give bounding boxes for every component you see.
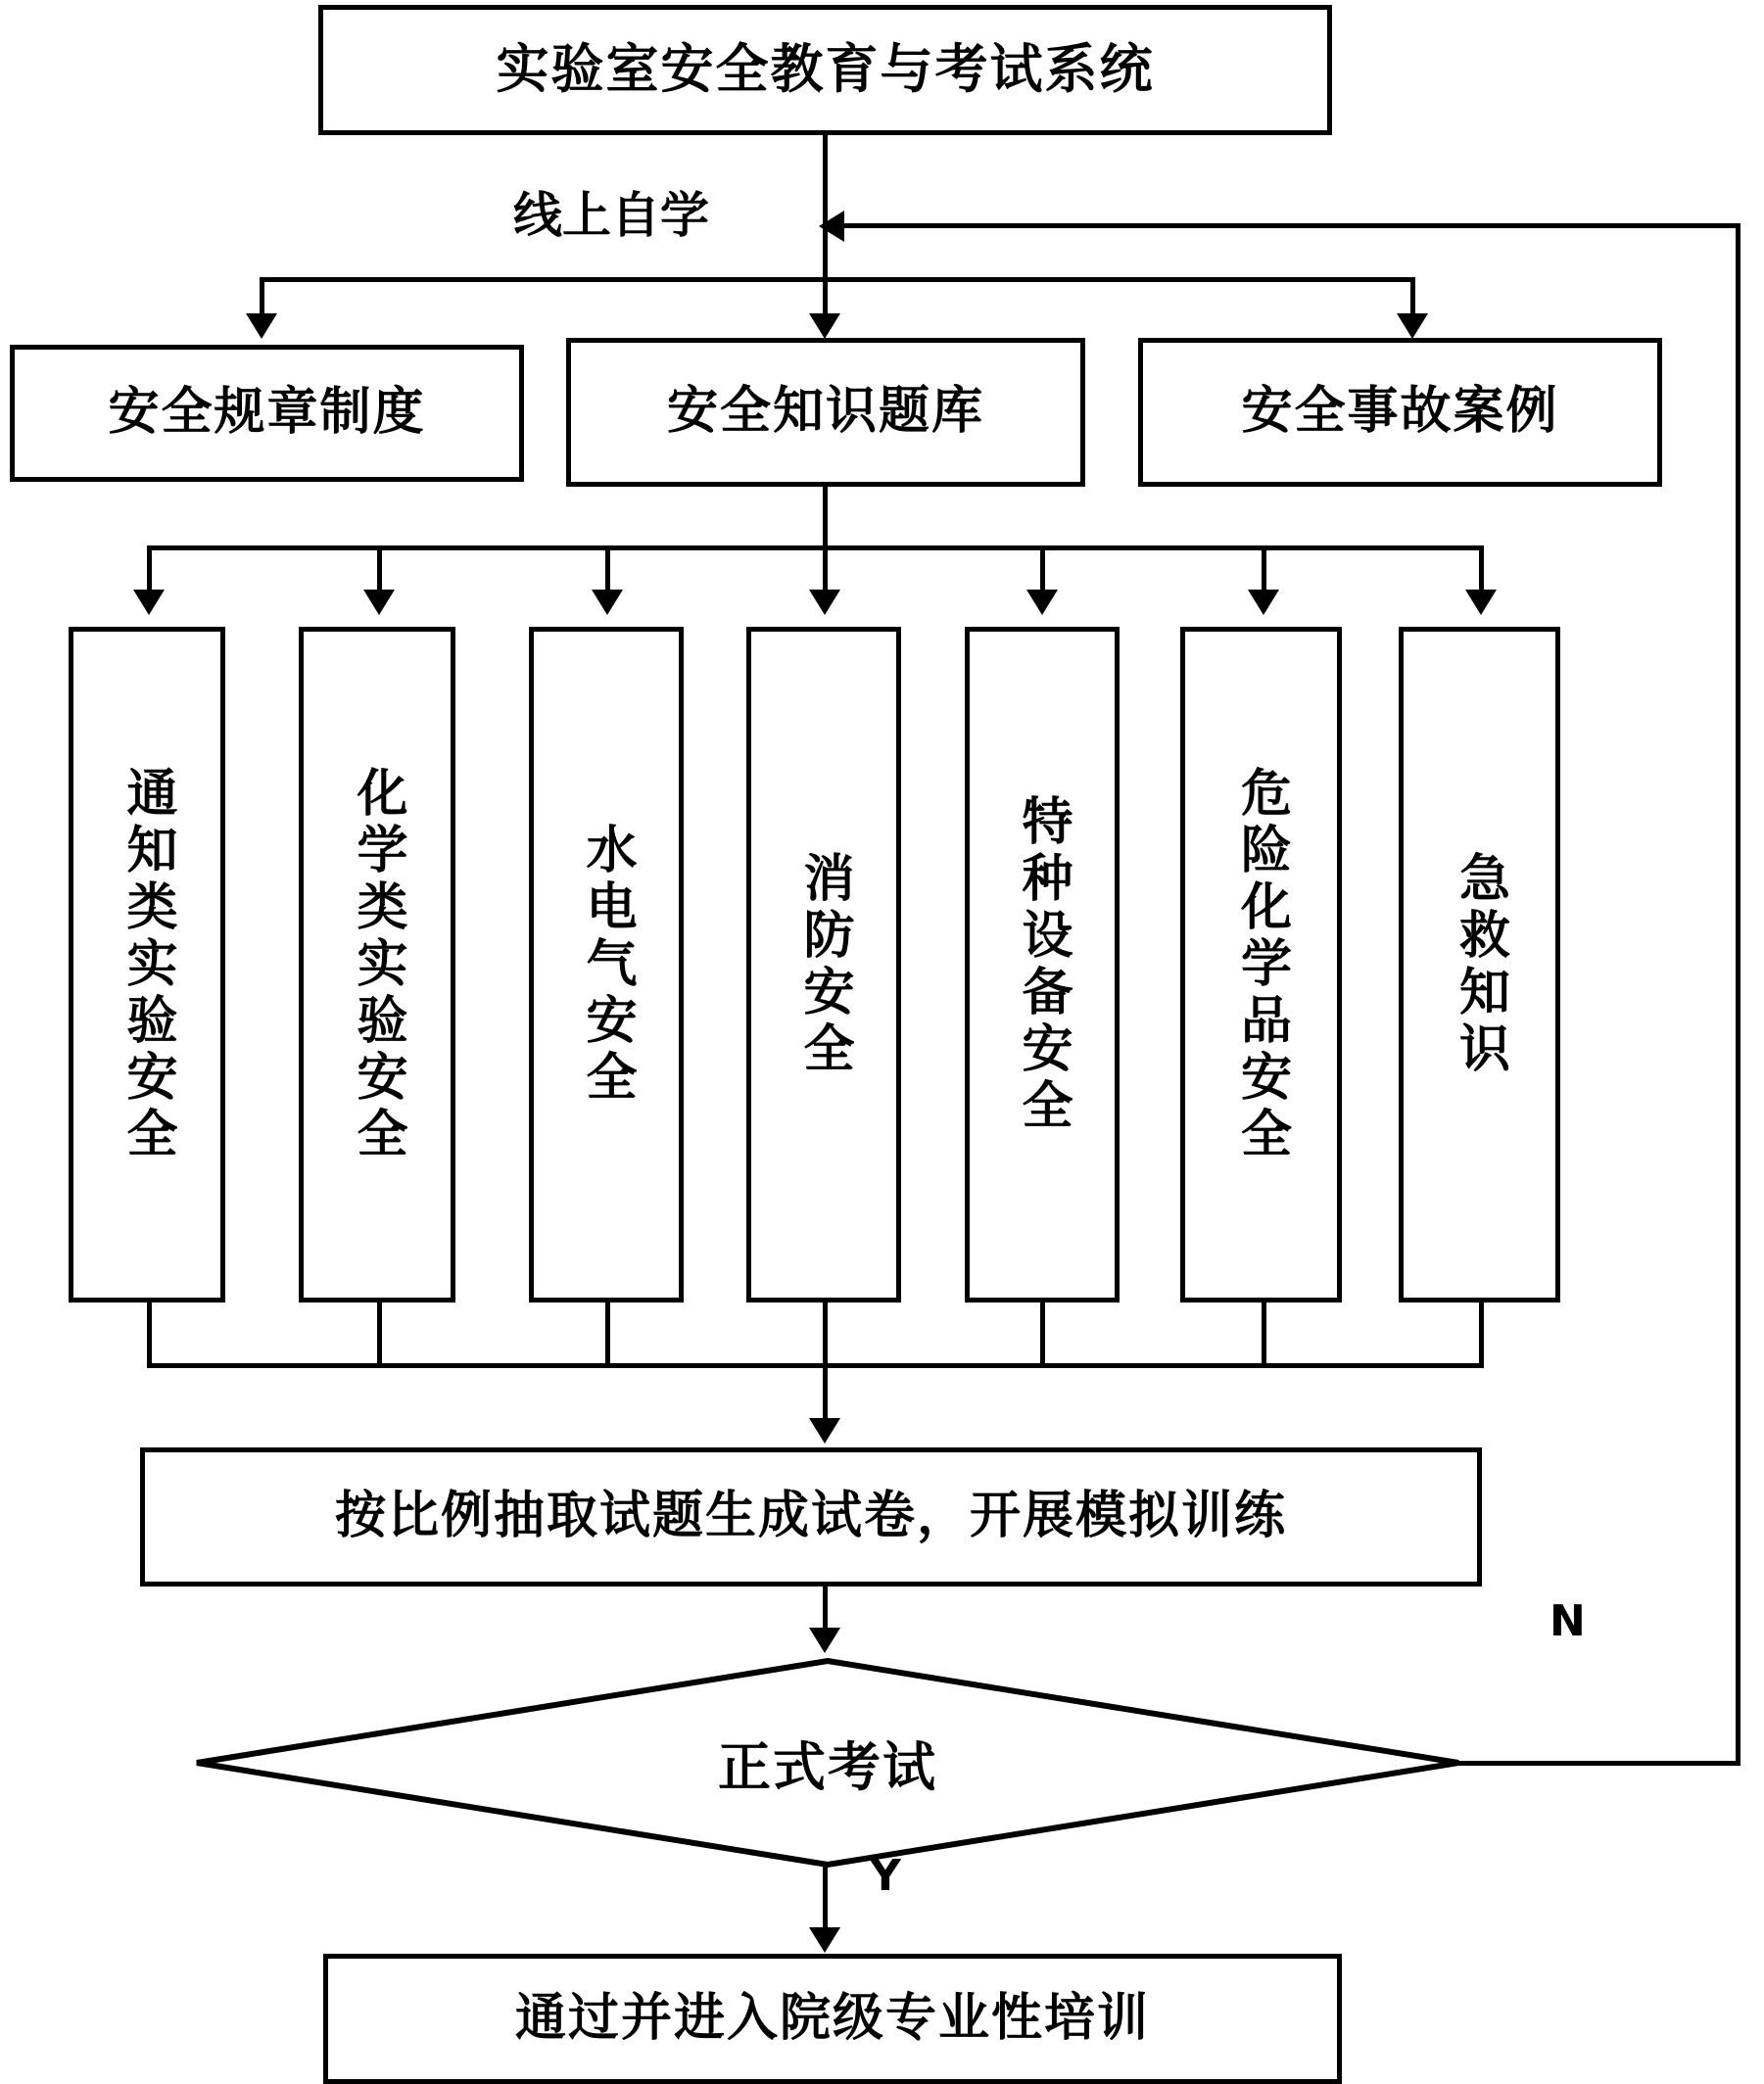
node-category-1-label: 安全知识题库 (666, 382, 984, 442)
connector-up-topic-6 (1479, 1302, 1484, 1363)
connector-up-topic-4 (1040, 1302, 1045, 1363)
node-topic-3 (746, 627, 901, 1302)
connector-up-topic-5 (1262, 1302, 1266, 1363)
connector-drop-topic-3 (823, 545, 828, 594)
arrowhead-no-back (819, 211, 844, 242)
node-title-label: 实验室安全教育与考试系统 (496, 38, 1155, 101)
node-category-0 (10, 345, 524, 482)
node-topic-6-label: 急救知识 (1450, 851, 1509, 1078)
node-topic-3-label: 消防安全 (794, 851, 853, 1078)
connector-up-topic-3 (823, 1302, 828, 1363)
label-self-study: 线上自学 (513, 187, 709, 244)
node-category-1 (566, 338, 1085, 487)
connector-drop-cat-1 (260, 277, 264, 318)
arrowhead-cat-2 (809, 313, 840, 339)
connector-bus-topics (147, 545, 1479, 550)
connector-drop-topic-1 (377, 545, 382, 594)
connector-drop-cat-2 (823, 277, 828, 318)
node-topic-1 (299, 627, 455, 1302)
node-decision-label: 正式考试 (718, 1735, 937, 1798)
arrowhead-topic-1 (363, 590, 395, 615)
node-category-2-label: 安全事故案例 (1241, 382, 1559, 442)
arrowhead-topic-5 (1248, 590, 1279, 615)
node-topic-4 (965, 627, 1120, 1302)
node-topic-2-label: 水电气安全 (577, 823, 636, 1107)
connector-cat2-down (823, 487, 828, 545)
connector-drop-cat-3 (1410, 277, 1415, 318)
connector-bus-merge (147, 1363, 1484, 1368)
connector-up-topic-2 (605, 1302, 610, 1363)
connector-no-right (1458, 1761, 1740, 1766)
connector-up-topic-0 (147, 1302, 152, 1363)
node-topic-4-label: 特种设备安全 (1013, 794, 1072, 1135)
connector-drop-topic-2 (605, 545, 610, 594)
arrowhead-topic-6 (1465, 590, 1497, 615)
connector-drop-topic-0 (147, 545, 152, 594)
node-topic-5-label: 危险化学品安全 (1231, 766, 1291, 1163)
arrowhead-topic-4 (1026, 590, 1058, 615)
node-topic-1-label: 化学类实验安全 (348, 766, 406, 1163)
arrowhead-cat-1 (246, 313, 277, 339)
connector-drop-topic-5 (1262, 545, 1266, 594)
arrowhead-topic-3 (809, 590, 840, 615)
arrowhead-decision (809, 1628, 840, 1653)
node-exam-generation (140, 1447, 1482, 1587)
connector-drop-topic-4 (1040, 545, 1045, 594)
label-branch-yes: Y (870, 1851, 901, 1901)
node-category-0-label: 安全规章制度 (108, 383, 426, 443)
connector-yes-down (823, 1865, 828, 1935)
connector-no-up (1736, 223, 1740, 1766)
node-topic-6 (1399, 627, 1560, 1302)
connector-merge-down (823, 1363, 828, 1424)
connector-no-back (837, 223, 1739, 228)
node-topic-0-label: 通知类实验安全 (118, 766, 176, 1163)
arrowhead-cat-3 (1397, 313, 1428, 339)
node-result-label: 通过并进入院级专业性培训 (514, 1988, 1150, 2048)
node-topic-2 (529, 627, 684, 1302)
node-result (323, 1954, 1342, 2084)
arrowhead-topic-2 (592, 590, 623, 615)
node-topic-0 (69, 627, 225, 1302)
arrowhead-yes (809, 1927, 840, 1953)
node-topic-5 (1180, 627, 1342, 1302)
connector-bus-top (260, 277, 1415, 282)
connector-drop-topic-6 (1479, 545, 1484, 594)
node-title-box (318, 5, 1332, 135)
node-decision (191, 1655, 1464, 1871)
arrowhead-merge-down (809, 1418, 840, 1444)
node-category-2 (1138, 338, 1662, 487)
arrowhead-topic-0 (133, 590, 165, 615)
node-exam-generation-label: 按比例抽取试题生成试卷，开展模拟训练 (334, 1487, 1287, 1546)
connector-up-topic-1 (377, 1302, 382, 1363)
label-branch-no: N (1549, 1596, 1586, 1646)
